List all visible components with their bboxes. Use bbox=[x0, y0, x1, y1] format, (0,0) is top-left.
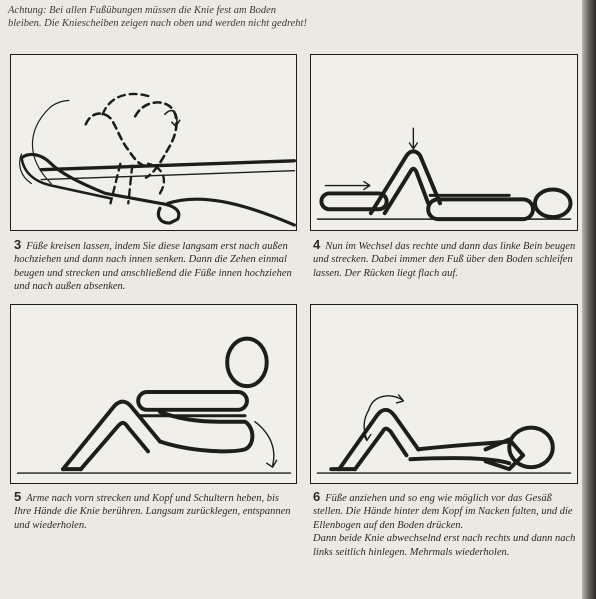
caption-exercise-3 bbox=[14, 238, 298, 294]
caption-exercise-4 bbox=[313, 238, 581, 280]
exercise-number-3: 3 bbox=[14, 237, 22, 252]
exercise-number-4: 4 bbox=[313, 237, 321, 252]
illustration-leg-bending bbox=[310, 54, 578, 231]
exercise-text-5: Arme nach vorn strecken und Kopf und Schultern heben, bis Ihre Hände die Knie berühren. Langsam zurücklegen, entspannen und wiederholen. bbox=[14, 493, 291, 531]
feet-circling-drawing bbox=[11, 55, 296, 230]
exercise-text-6: Füße anziehen und so eng wie möglich vor das Gesäß stellen. Die Hände hinter dem Kopf im Nacken falten, und die Ellenbogen auf den Boden drücken. bbox=[313, 493, 573, 531]
illustration-knee-rolling bbox=[310, 304, 578, 484]
knee-rolling-drawing bbox=[311, 305, 577, 483]
illustration-feet-circling bbox=[10, 54, 297, 231]
exercise-text-3: Füße kreisen lassen, indem Sie diese langsam erst nach außen hochziehen und dann nach innen senken. Dann die Zehen einmal beugen und strecken und anschließend die Füße innen hochziehen und nach außen absenken. bbox=[14, 241, 292, 293]
leg-bending-drawing bbox=[311, 55, 577, 230]
exercise-text-6-continued: Dann beide Knie abwechselnd erst nach rechts und dann nach links seitlich hinlegen. Mehrmals wiederholen. bbox=[313, 533, 576, 558]
exercise-text-4: Nun im Wechsel das rechte und dann das linke Bein beugen und strecken. Dabei immer den Fuß über den Boden schleifen lassen. Der Rücken liegt flach auf. bbox=[313, 241, 576, 279]
intro-warning: Achtung: Bei allen Fußübungen müssen die Knie fest am Boden bleiben. Die Kniescheiben zeigen nach oben und werden nicht gedreht! bbox=[8, 5, 307, 29]
book-spine bbox=[582, 0, 596, 599]
caption-exercise-5 bbox=[14, 490, 292, 532]
caption-exercise-6 bbox=[313, 490, 579, 559]
illustration-crunch bbox=[10, 304, 297, 484]
exercise-number-6: 6 bbox=[313, 489, 321, 504]
exercise-number-5: 5 bbox=[14, 489, 22, 504]
crunch-drawing bbox=[11, 305, 296, 483]
